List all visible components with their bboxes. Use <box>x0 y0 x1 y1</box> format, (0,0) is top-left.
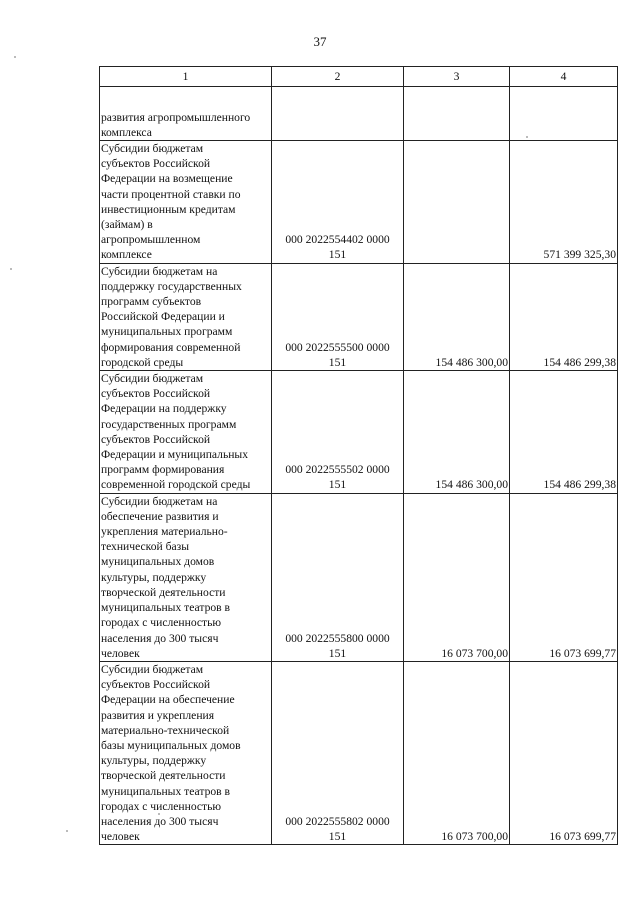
row-code-cell: 000 2022555802 0000 151 <box>272 661 404 844</box>
table-row <box>100 661 618 844</box>
row-actual-cell: 16 073 699,77 <box>510 661 618 844</box>
row-code-cell: 000 2022555502 0000 151 <box>272 371 404 494</box>
column-header-3: 3 <box>404 67 510 87</box>
table-header-row <box>100 67 618 87</box>
scan-speck <box>526 136 528 138</box>
page-number: 37 <box>313 34 327 49</box>
row-actual-cell: 16 073 699,77 <box>510 493 618 661</box>
row-code-cell: 000 2022555500 0000 151 <box>272 263 404 370</box>
scan-speck <box>10 268 12 270</box>
row-plan-cell <box>404 141 510 264</box>
table-row <box>100 87 618 141</box>
row-code-cell <box>272 87 404 141</box>
row-plan-cell: 154 486 300,00 <box>404 371 510 494</box>
row-name-cell: Субсидии бюджетам субъектов Российской Федерации на возмещение части процентной ставки по инвестиционным кредитам (займам) в агропромышленном комплексе <box>100 141 272 264</box>
column-header-1: 1 <box>100 67 272 87</box>
row-plan-cell: 16 073 700,00 <box>404 493 510 661</box>
row-name-cell: развития агропромышленного комплекса <box>100 87 272 141</box>
row-actual-cell: 571 399 325,30 <box>510 141 618 264</box>
row-actual-cell <box>510 87 618 141</box>
table-row <box>100 263 618 370</box>
scan-speck <box>66 830 68 832</box>
table-row <box>100 141 618 264</box>
row-code-cell: 000 2022555800 0000 151 <box>272 493 404 661</box>
row-name-cell: Субсидии бюджетам на обеспечение развития и укрепления материально- технической базы муниципальных домов культуры, поддержку творческой деятельности муниципальных театров в городах с численностью населения до 300 тысяч человек <box>100 493 272 661</box>
row-name-cell: Субсидии бюджетам субъектов Российской Федерации на поддержку государственных программ субъектов Российской Федерации и муниципальных программ формирования современной городской среды <box>100 371 272 494</box>
row-name-cell: Субсидии бюджетам субъектов Российской Федерации на обеспечение развития и укрепления материально-технической базы муниципальных домов культуры, поддержку творческой деятельности муниципальных театров в городах с численностью населения до 300 тысяч человек <box>100 661 272 844</box>
column-header-2: 2 <box>272 67 404 87</box>
row-actual-cell: 154 486 299,38 <box>510 371 618 494</box>
row-plan-cell: 16 073 700,00 <box>404 661 510 844</box>
column-header-4: 4 <box>510 67 618 87</box>
row-name-cell: Субсидии бюджетам на поддержку государственных программ субъектов Российской Федерации и муниципальных программ формирования современной городской среды <box>100 263 272 370</box>
row-plan-cell: 154 486 300,00 <box>404 263 510 370</box>
row-plan-cell <box>404 87 510 141</box>
scan-speck <box>14 56 16 58</box>
table-row <box>100 371 618 494</box>
scan-speck <box>158 813 160 815</box>
budget-table <box>99 66 618 845</box>
row-code-cell: 000 2022554402 0000 151 <box>272 141 404 264</box>
table-row <box>100 493 618 661</box>
row-actual-cell: 154 486 299,38 <box>510 263 618 370</box>
